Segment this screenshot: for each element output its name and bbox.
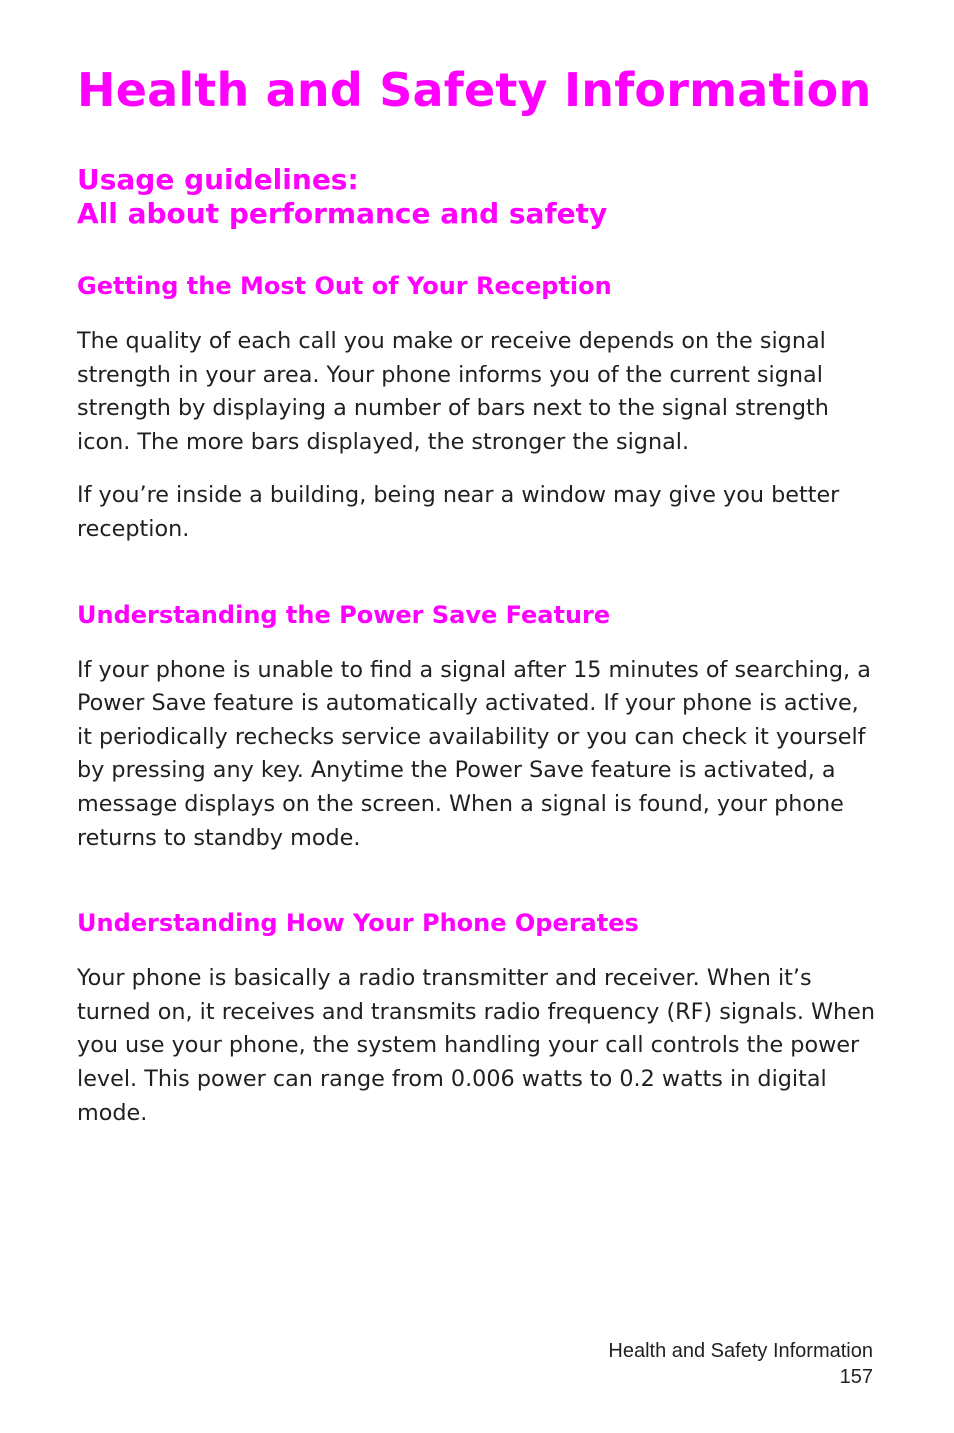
page-content bbox=[77, 63, 877, 1130]
page-footer bbox=[608, 1338, 873, 1390]
subheading-power-save: Understanding the Power Save Feature bbox=[77, 600, 611, 629]
subheading-phone-operates: Understanding How Your Phone Operates bbox=[77, 909, 639, 938]
paragraph-phone-operates: Your phone is basically a radio transmitter and receiver. When it’s turned on, it receives and transmits radio frequency (RF) signals. When you use your phone, the system handling your call controls the power level. This power can range from 0.006 watts to 0.2 watts in digital mode. bbox=[77, 965, 876, 1126]
page-title: Health and Safety Information bbox=[77, 63, 872, 117]
footer-page-number: 157 bbox=[839, 1366, 873, 1388]
paragraph-reception-window: If you’re inside a building, being near a window may give you better reception. bbox=[77, 482, 840, 542]
paragraph-power-save: If your phone is unable to find a signal after 15 minutes of searching, a Power Save feature is automatically activated. If your phone is active, it periodically rechecks service availability or you can check it yourself by pressing any key. Anytime the Power Save feature is activated, a message displays on the screen. When a signal is found, your phone returns to standby mode. bbox=[77, 656, 871, 851]
section-title-line-2: All about performance and safety bbox=[77, 197, 608, 230]
footer-section-name: Health and Safety Information bbox=[608, 1340, 873, 1362]
subheading-reception: Getting the Most Out of Your Reception bbox=[77, 272, 612, 300]
paragraph-reception-signal: The quality of each call you make or receive depends on the signal strength in your area. Your phone informs you of the current signal strength by displaying a number of bars next to the signal strength icon. The more bars displayed, the stronger the signal. bbox=[77, 328, 829, 455]
section-title bbox=[77, 163, 877, 231]
section-title-line-1: Usage guidelines: bbox=[77, 163, 359, 196]
